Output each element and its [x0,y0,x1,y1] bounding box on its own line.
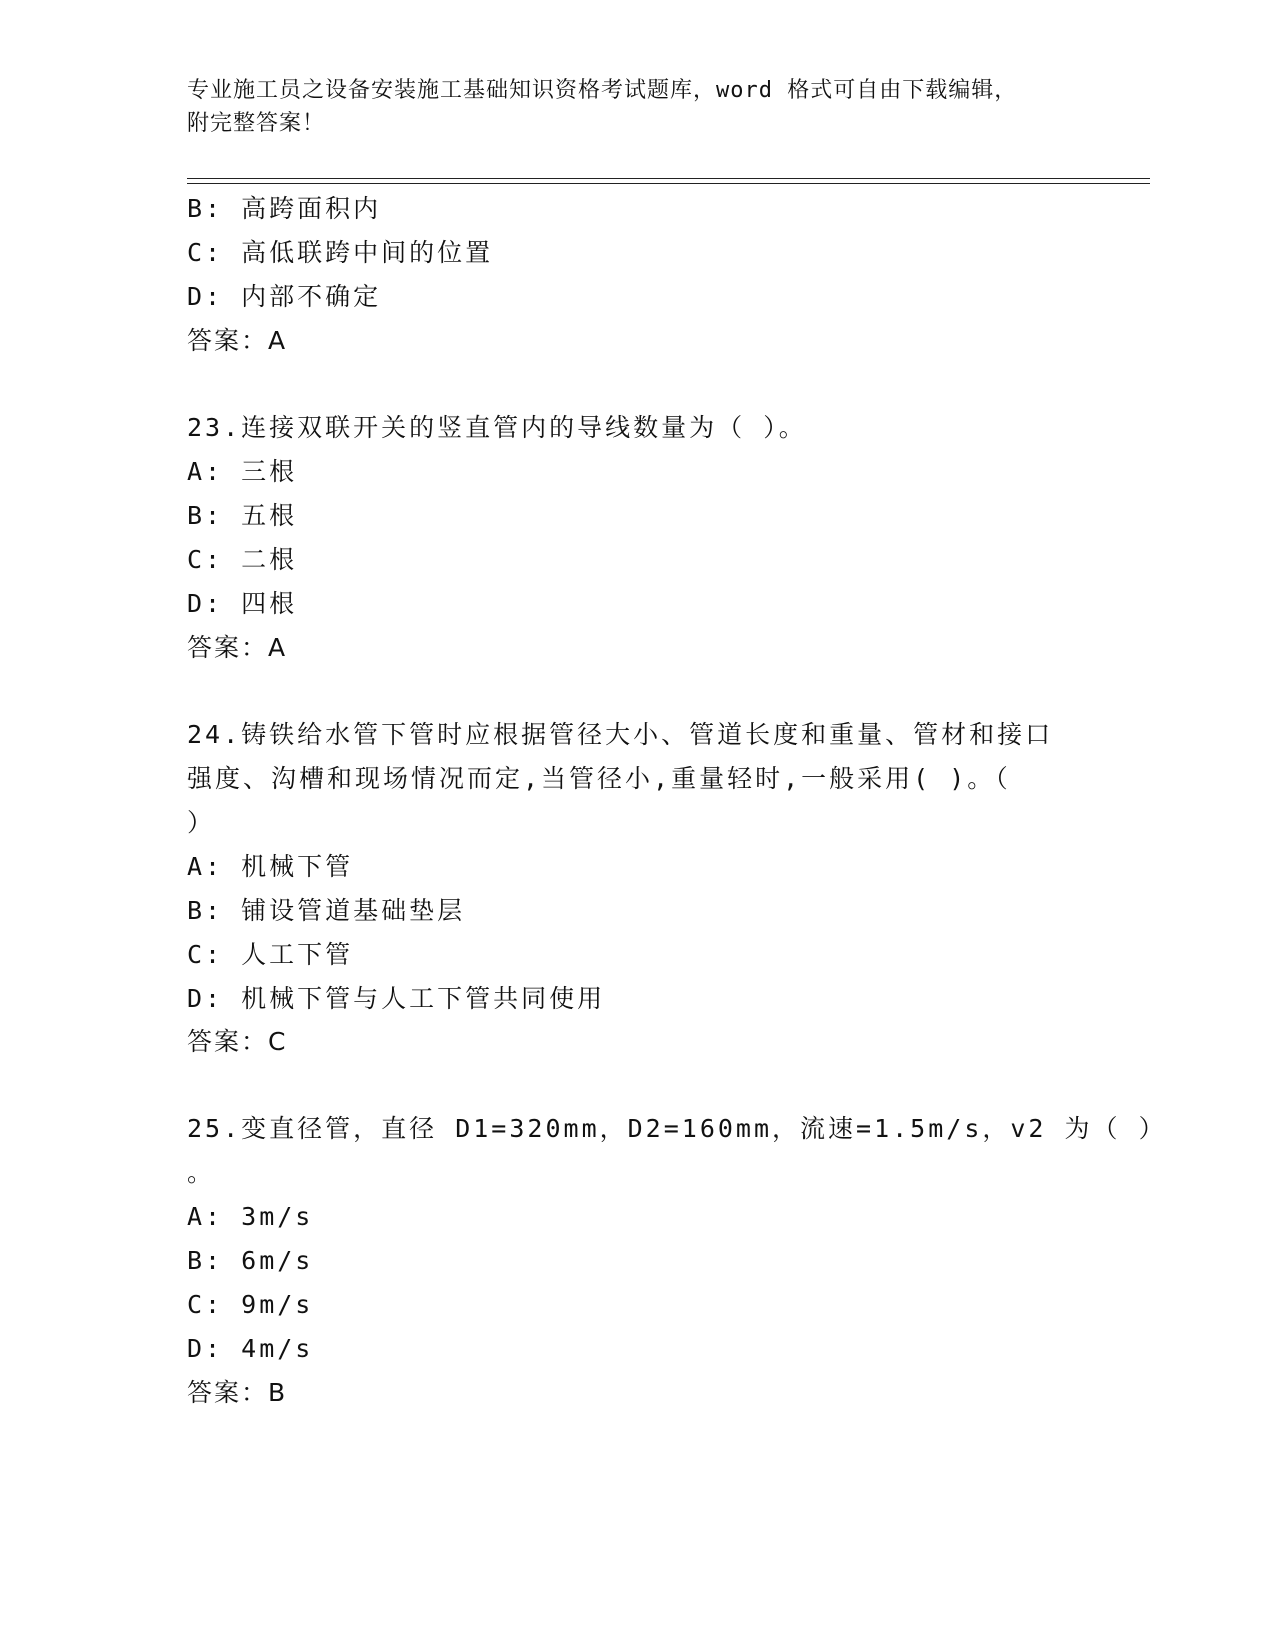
q24-option-a: A: 机械下管 [187,852,354,881]
document-header [187,74,1087,140]
q25-option-b: B: 6m/s [187,1246,314,1275]
q23-option-a: A: 三根 [187,457,298,486]
header-divider-bottom [187,183,1150,184]
q23-option-c: C: 二根 [187,545,298,574]
q25-option-c: C: 9m/s [187,1290,314,1319]
q22-option-d: D: 内部不确定 [187,282,382,311]
q23-answer: 答案：A [187,633,288,662]
q22-option-c: C: 高低联跨中间的位置 [187,238,494,267]
header-line-2: 附完整答案！ [187,111,326,136]
q25-stem-line-2: 。 [187,1158,216,1187]
q24-option-b: B: 铺设管道基础垫层 [187,896,466,925]
q25-option-d: D: 4m/s [187,1334,314,1363]
q24-stem-line-2: 强度、沟槽和现场情况而定,当管径小,重量轻时,一般采用( )。（ [187,764,1011,793]
q25-answer: 答案：B [187,1378,288,1407]
q23-option-d: D: 四根 [187,589,298,618]
q22-option-b: B: 高跨面积内 [187,194,382,223]
q23-stem: 23.连接双联开关的竖直管内的导线数量为（ ）。 [187,413,807,442]
q25-option-a: A: 3m/s [187,1202,314,1231]
q24-option-c: C: 人工下管 [187,940,354,969]
q24-option-d: D: 机械下管与人工下管共同使用 [187,984,606,1013]
header-divider-top [187,178,1150,179]
q24-stem-line-3: ） [187,808,216,837]
q23-option-b: B: 五根 [187,501,298,530]
q24-stem-line-1: 24.铸铁给水管下管时应根据管径大小、管道长度和重量、管材和接口 [187,720,1054,749]
q24-answer: 答案：C [187,1027,288,1056]
q25-stem-line-1: 25.变直径管，直径 D1=320mm，D2=160mm，流速=1.5m/s，v2 为（ ） [187,1114,1167,1143]
header-line-1: 专业施工员之设备安装施工基础知识资格考试题库，word 格式可自由下载编辑， [187,78,1018,103]
q22-answer: 答案：A [187,326,288,355]
